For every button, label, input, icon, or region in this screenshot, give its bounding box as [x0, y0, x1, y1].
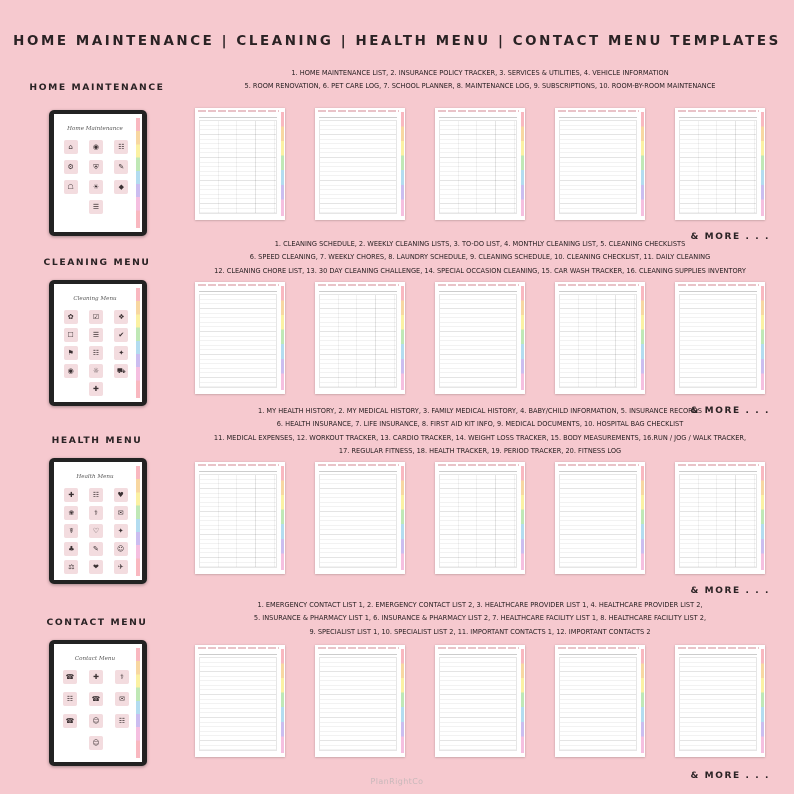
page-title: HOME MAINTENANCE | CLEANING | HEALTH MENU | CONTACT MENU TEMPLATES — [13, 34, 781, 49]
menu-icon: ✔ — [114, 328, 128, 342]
menu-icon: ✎ — [89, 542, 103, 556]
menu-icon: ☷ — [114, 140, 128, 154]
more-label: & MORE . . . — [690, 771, 770, 781]
tablet-icon-grid — [62, 670, 130, 752]
more-label: & MORE . . . — [690, 232, 770, 242]
template-page-thumb — [435, 108, 525, 220]
section-label-cleaning: CLEANING MENU — [43, 257, 151, 268]
description-line: 1. MY HEALTH HISTORY, 2. MY MEDICAL HISTORY, 3. FAMILY MEDICAL HISTORY, 4. BABY/CHILD INFORMATION, 5. INSURANCE RECORDS — [258, 407, 702, 415]
menu-icon: ☖ — [64, 180, 78, 194]
template-page-thumb — [315, 645, 405, 757]
description-line: 6. SPEED CLEANING, 7. WEEKLY CHORES, 8. LAUNDRY SCHEDULE, 9. CLEANING SCHEDULE, 10. CLEANING CHECKLIST, 11. DAILY CLEANING — [249, 253, 711, 262]
menu-icon: ❖ — [114, 310, 128, 324]
menu-icon: ♣ — [64, 542, 78, 556]
description-line: 6. HEALTH INSURANCE, 7. LIFE INSURANCE, 8. FIRST AID KIT INFO, 9. MEDICAL DOCUMENTS, 10. HOSPITAL BAG CHECKLIST — [276, 420, 684, 429]
menu-icon: ✈ — [114, 560, 128, 574]
template-page-thumb — [315, 282, 405, 394]
tablet-menu-title: Health Menu — [76, 474, 114, 480]
menu-icon: ☼ — [89, 364, 103, 378]
menu-icon: ☀ — [89, 180, 103, 194]
template-page-thumb — [195, 282, 285, 394]
menu-icon: ⚑ — [64, 346, 78, 360]
tablet-screen — [54, 284, 142, 402]
tablet-preview-home-maintenance — [49, 110, 147, 236]
section-label-health: HEALTH MENU — [51, 435, 143, 446]
template-page-thumb — [555, 108, 645, 220]
tablet-preview-contact — [49, 640, 147, 766]
menu-icon: ◉ — [89, 140, 103, 154]
tablet-menu-title: Home Maintenance — [67, 126, 123, 132]
more-label: & MORE . . . — [690, 406, 770, 416]
template-page-thumb — [555, 462, 645, 574]
section-description-contact — [180, 599, 780, 639]
description-line: 1. HOME MAINTENANCE LIST, 2. INSURANCE POLICY TRACKER, 3. SERVICES & UTILITIES, 4. VEHICLE INFORMATION — [291, 69, 669, 77]
template-page-thumb — [195, 645, 285, 757]
description-line: 9. SPECIALIST LIST 1, 10. SPECIALIST LIST 2, 11. IMPORTANT CONTACTS 1, 12. IMPORTANT CONTACTS 2 — [309, 627, 651, 636]
section-label-contact: CONTACT MENU — [46, 617, 148, 628]
menu-icon: ⚕ — [115, 670, 129, 684]
template-page-thumb — [675, 645, 765, 757]
menu-icon: ☰ — [89, 328, 103, 342]
menu-icon: ☷ — [63, 692, 77, 706]
menu-icon: ☑ — [89, 310, 103, 324]
tablet-icon-grid — [62, 488, 130, 570]
menu-icon: ☷ — [115, 714, 129, 728]
description-line: 5. ROOM RENOVATION, 6. PET CARE LOG, 7. SCHOOL PLANNER, 8. MAINTENANCE LOG, 9. SUBSCRIPTIONS, 10. ROOM-BY-ROOM MAINTENANCE — [244, 82, 716, 91]
template-page-thumb — [675, 108, 765, 220]
tablet-menu-title: Contact Menu — [74, 656, 116, 662]
description-line: 12. CLEANING CHORE LIST, 13. 30 DAY CLEANING CHALLENGE, 14. SPECIAL OCCASION CLEANING, 15. CAR WASH TRACKER, 16. CLEANING SUPPLIES INVENTORY — [214, 266, 746, 275]
template-page-thumb — [675, 282, 765, 394]
template-page-thumb — [195, 108, 285, 220]
tablet-screen — [54, 114, 142, 232]
menu-icon: ✉ — [115, 692, 129, 706]
menu-icon: ☰ — [89, 200, 103, 214]
menu-icon: ✦ — [114, 524, 128, 538]
more-label: & MORE . . . — [690, 586, 770, 596]
tab-strip — [136, 648, 140, 758]
tablet-preview-health — [49, 458, 147, 584]
menu-icon: ☤ — [64, 524, 78, 538]
tablet-screen — [54, 462, 142, 580]
menu-icon: ☎ — [89, 692, 103, 706]
template-page-thumb — [195, 462, 285, 574]
description-line: 5. INSURANCE & PHARMACY LIST 1, 6. INSURANCE & PHARMACY LIST 2, 7. HEALTHCARE FACILITY LIST 1, 8. HEALTHCARE FACILITY LIST 2, — [253, 614, 707, 623]
template-page-thumb — [555, 645, 645, 757]
menu-icon: ✉ — [114, 506, 128, 520]
menu-icon: ☺ — [89, 736, 103, 750]
menu-icon: ✦ — [114, 346, 128, 360]
menu-icon: ☐ — [64, 328, 78, 342]
brand-watermark: PlanRightCo — [370, 777, 424, 786]
tablet-icon-grid — [62, 310, 130, 392]
menu-icon: ⛟ — [114, 364, 128, 378]
menu-icon: ☎ — [63, 714, 77, 728]
menu-icon: ✿ — [64, 310, 78, 324]
menu-icon: ❀ — [64, 506, 78, 520]
template-page-thumb — [555, 282, 645, 394]
description-line: 1. CLEANING SCHEDULE, 2. WEEKLY CLEANING LISTS, 3. TO-DO LIST, 4. MONTHLY CLEANING LIST, 5. CLEANING CHECKLISTS — [274, 240, 686, 248]
menu-icon: ✚ — [64, 488, 78, 502]
menu-icon: ✎ — [114, 160, 128, 174]
menu-icon: ⚙ — [64, 160, 78, 174]
tab-strip — [136, 288, 140, 398]
menu-icon: ☷ — [89, 488, 103, 502]
menu-icon: ⚖ — [64, 560, 78, 574]
menu-icon: ⌂ — [64, 140, 78, 154]
tablet-preview-cleaning — [49, 280, 147, 406]
template-page-thumb — [435, 462, 525, 574]
section-label-home-maintenance: HOME MAINTENANCE — [29, 82, 165, 93]
template-page-thumb — [435, 645, 525, 757]
menu-icon: ☺ — [114, 542, 128, 556]
template-page-thumb — [315, 108, 405, 220]
template-page-thumb — [675, 462, 765, 574]
template-page-thumb — [435, 282, 525, 394]
menu-icon: ♡ — [89, 524, 103, 538]
section-description-health — [180, 405, 780, 458]
description-line: 1. EMERGENCY CONTACT LIST 1, 2. EMERGENCY CONTACT LIST 2, 3. HEALTHCARE PROVIDER LIST 1, 4. HEALTHCARE PROVIDER LIST 2, — [257, 601, 703, 609]
tablet-screen — [54, 644, 142, 762]
menu-icon: ◉ — [64, 364, 78, 378]
menu-icon: ☷ — [89, 346, 103, 360]
menu-icon: ❤ — [89, 560, 103, 574]
menu-icon: ⚕ — [89, 506, 103, 520]
menu-icon: ✚ — [89, 382, 103, 396]
menu-icon: ⛨ — [89, 160, 103, 174]
template-page-thumb — [315, 462, 405, 574]
menu-icon: ☎ — [63, 670, 77, 684]
tablet-icon-grid — [62, 140, 130, 222]
menu-icon: ♥ — [114, 488, 128, 502]
menu-icon: ✚ — [89, 670, 103, 684]
description-line: 17. REGULAR FITNESS, 18. HEALTH TRACKER, 19. PERIOD TRACKER, 20. FITNESS LOG — [338, 446, 622, 455]
tab-strip — [136, 118, 140, 228]
tab-strip — [136, 466, 140, 576]
menu-icon: ☺ — [89, 714, 103, 728]
section-description-cleaning — [180, 238, 780, 278]
description-line: 11. MEDICAL EXPENSES, 12. WORKOUT TRACKER, 13. CARDIO TRACKER, 14. WEIGHT LOSS TRACKER, 15. BODY MEASUREMENTS, 16.RUN / JOG / WALK TRACKER, — [213, 433, 747, 442]
section-description-home-maintenance — [180, 67, 780, 94]
tablet-menu-title: Cleaning Menu — [73, 296, 117, 302]
menu-icon: ◆ — [114, 180, 128, 194]
